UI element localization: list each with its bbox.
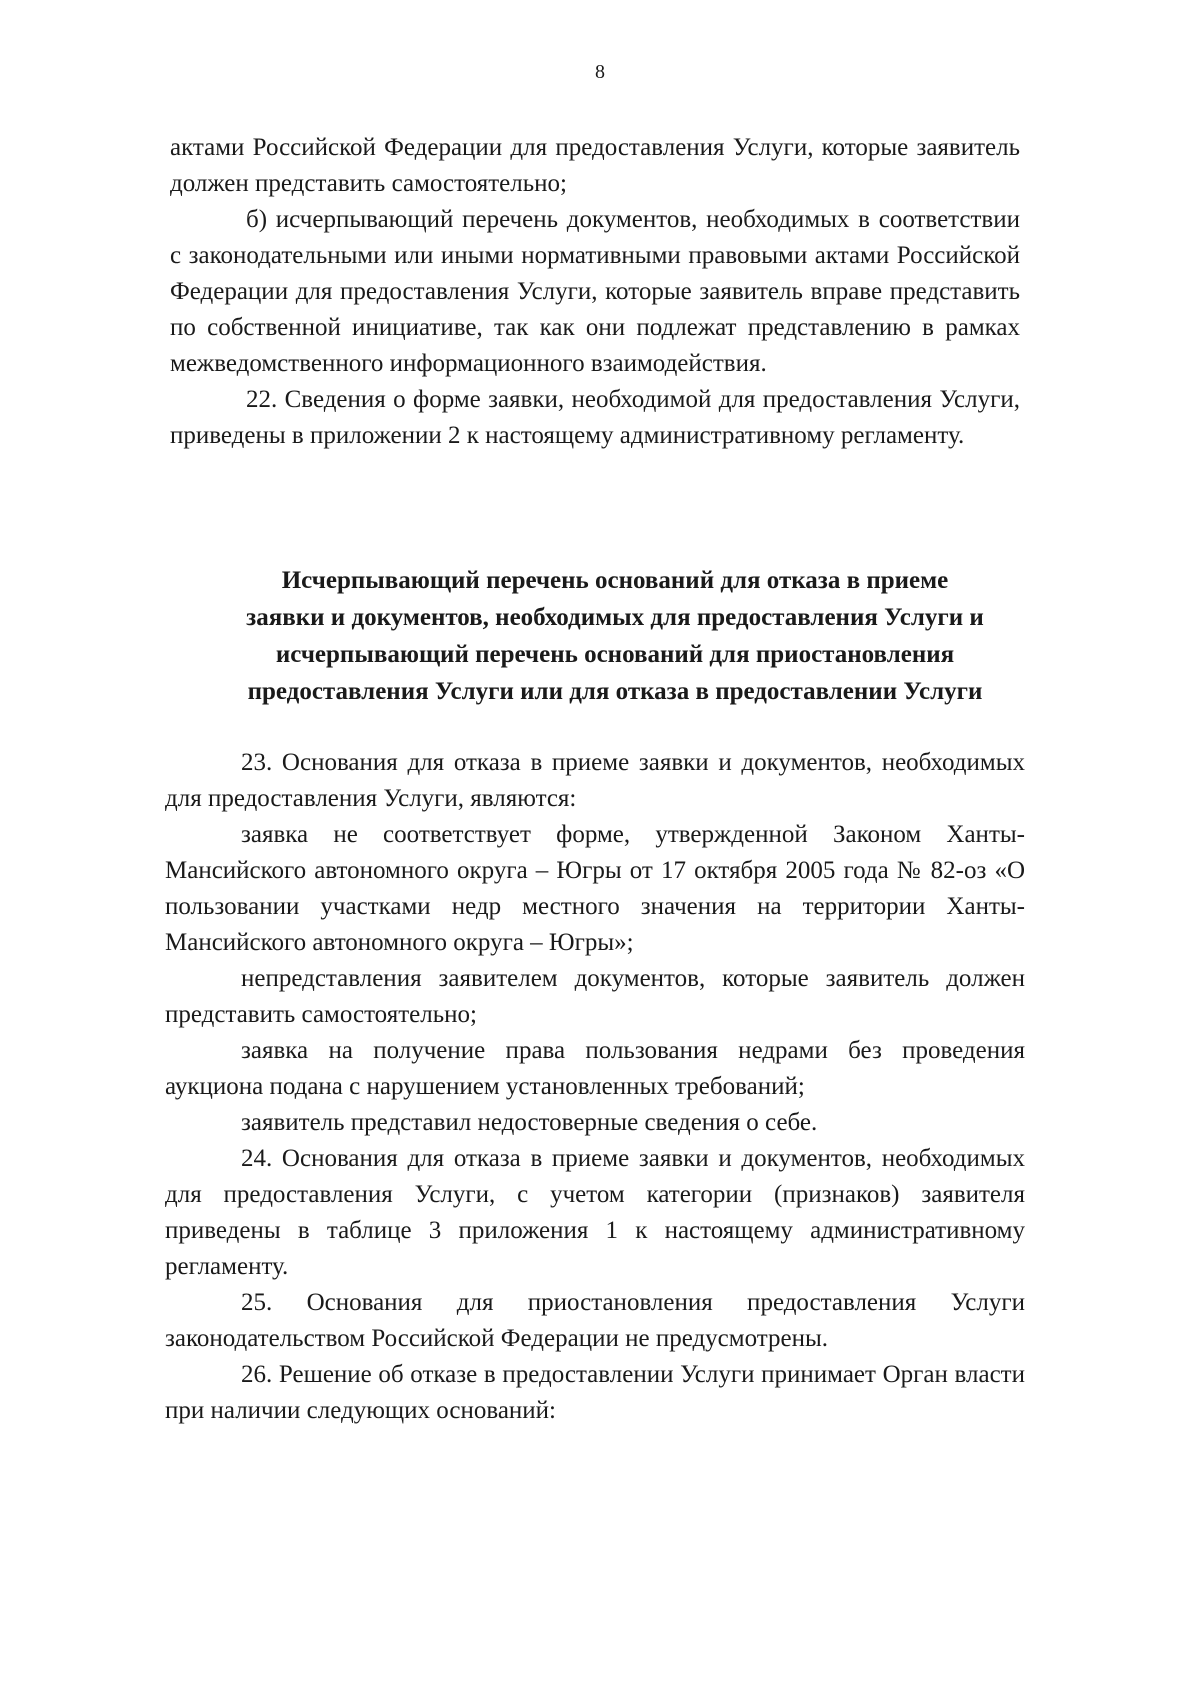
paragraph: 23. Основания для отказа в приеме заявки и документов, необходимых для предоставления Услуги, являются: xyxy=(165,749,1025,812)
section-heading xyxy=(190,562,1040,710)
heading-line: исчерпывающий перечень оснований для приостановления xyxy=(275,641,955,668)
heading-line: предоставления Услуги или для отказа в предоставлении Услуги xyxy=(247,678,983,705)
paragraph: б) исчерпывающий перечень документов, необходимых в соответствии с законодательными или иными нормативными правовыми актами Российской Федерации для предоставления Услуги, которые заявитель вправе представить по собственной инициативе, так как они подлежат представлению в рамках межведомственного информационного взаимодействия. xyxy=(170,206,1020,377)
paragraph: заявка на получение права пользования недрами без проведения аукциона подана с нарушением установленных требований; xyxy=(165,1037,1025,1100)
paragraph: 24. Основания для отказа в приеме заявки и документов, необходимых для предоставления Услуги, с учетом категории (признаков) заявителя приведены в таблице 3 приложения 1 к настоящему административному регламенту. xyxy=(165,1145,1025,1280)
top-text-section xyxy=(170,130,1020,454)
heading-line: Исчерпывающий перечень оснований для отказа в приеме xyxy=(281,567,949,594)
bottom-text-section xyxy=(165,745,1025,1429)
paragraph: 25. Основания для приостановления предоставления Услуги законодательством Российской Федерации не предусмотрены. xyxy=(165,1289,1025,1352)
heading-line: заявки и документов, необходимых для предоставления Услуги и xyxy=(246,604,984,631)
page-number: 8 xyxy=(595,61,605,83)
paragraph: заявитель представил недостоверные сведения о себе. xyxy=(241,1109,818,1136)
paragraph: 26. Решение об отказе в предоставлении Услуги принимает Орган власти при наличии следующих оснований: xyxy=(165,1361,1025,1424)
paragraph: 22. Сведения о форме заявки, необходимой для предоставления Услуги, приведены в приложении 2 к настоящему административному регламенту. xyxy=(170,386,1020,449)
paragraph: актами Российской Федерации для предоставления Услуги, которые заявитель должен представить самостоятельно; xyxy=(170,134,1020,197)
paragraph: заявка не соответствует форме, утвержденной Законом Ханты-Мансийского автономного округа – Югры от 17 октября 2005 года № 82-оз «О пользовании участками недр местного значения на территории Ханты-Мансийского автономного округа – Югры»; xyxy=(165,821,1025,956)
paragraph: непредставления заявителем документов, которые заявитель должен представить самостоятельно; xyxy=(165,965,1025,1028)
